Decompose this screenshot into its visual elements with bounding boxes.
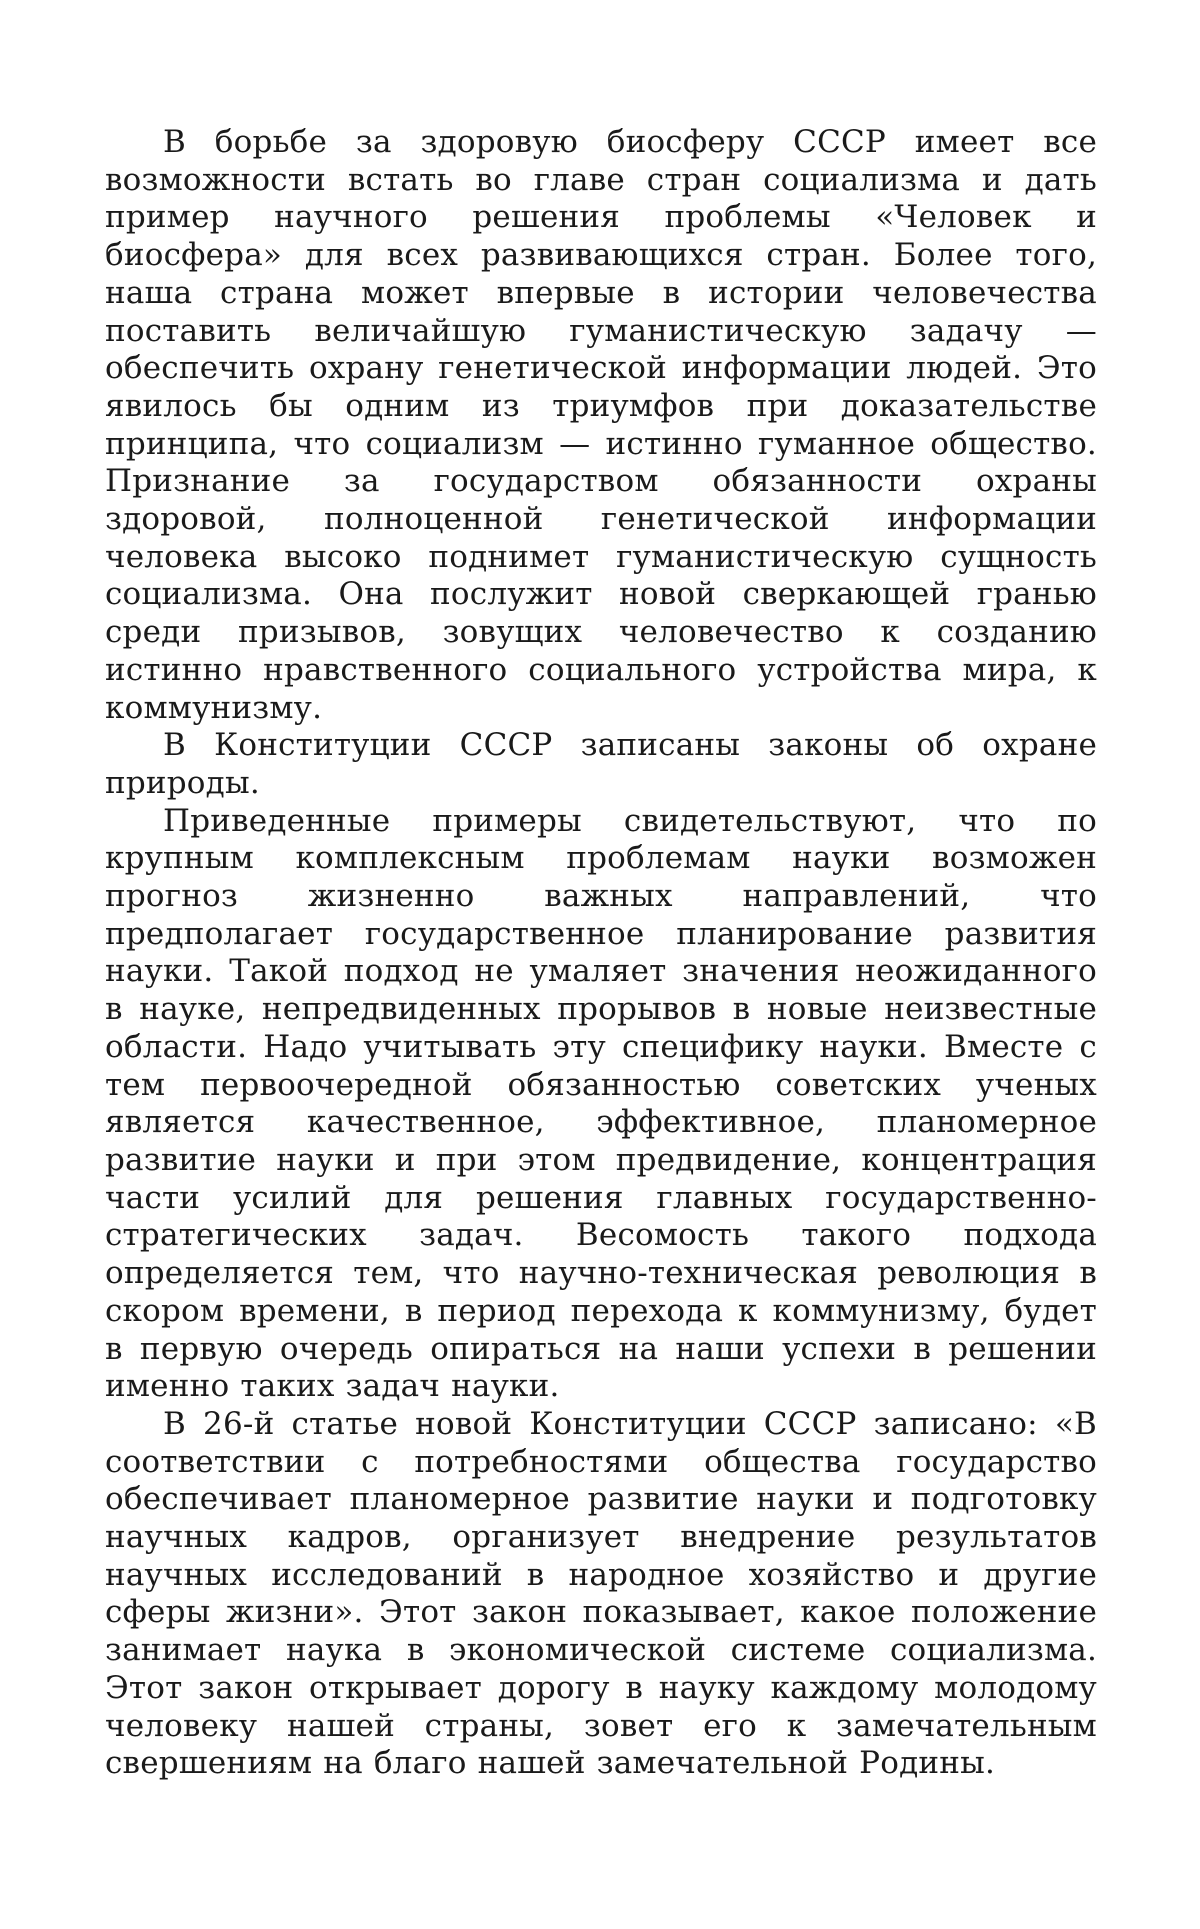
paragraph-science-planning: Приведенные примеры свидетельствуют, что по крупным комплексным проблемам науки возможен прогноз жизненно важных направлений, что предполагает государственное планирование развития науки. Такой подход не умаляет значения неожиданного в науке, непредвиденных прорывов в новые неизвестные области. Надо учитывать эту специфику науки. Вместе с тем первоочередной обязанностью советских ученых является качественное, эффективное, планомерное развитие науки и при этом предвидение, концентрация части усилий для решения главных государственно-стратегических задач. Весомость такого подхода определяется тем, что научно-техническая революция в скором времени, в период перехода к коммунизму, будет в первую очередь опираться на наши успехи в решении именно таких задач науки. <box>105 802 1097 1405</box>
paragraph-article-26: В 26-й статье новой Конституции СССР записано: «В соответствии с потребностями общества государство обеспечивает планомерное развитие науки и подготовку научных кадров, организует внедрение результатов научных исследований в народное хозяйство и другие сферы жизни». Этот закон показывает, какое положение занимает наука в экономической системе социализма. Этот закон открывает дорогу в науку каждому молодому человеку нашей страны, зовет его к замечательным свершениям на благо нашей замечательной Родины. <box>105 1405 1097 1782</box>
paragraph-constitution-nature: В Конституции СССР записаны законы об охране природы. <box>105 727 1097 801</box>
page-text <box>105 124 1097 1783</box>
paragraph-biosphere: В борьбе за здоровую биосферу СССР имеет все возможности встать во главе стран социализма и дать пример научного решения проблемы «Человек и биосфера» для всех развивающихся стран. Более того, наша страна может впервые в истории человечества поставить величайшую гуманистическую задачу — обеспечить охрану генетической информации людей. Это явилось бы одним из триумфов при доказательстве принципа, что социализм — истинно гуманное общество. Признание за государством обязанности охраны здоровой, полноценной генетической информации человека высоко поднимет гуманистическую сущность социализма. Она послужит новой сверкающей гранью среди призывов, зовущих человечество к созданию истинно нравственного социального устройства мира, к коммунизму. <box>105 124 1097 726</box>
